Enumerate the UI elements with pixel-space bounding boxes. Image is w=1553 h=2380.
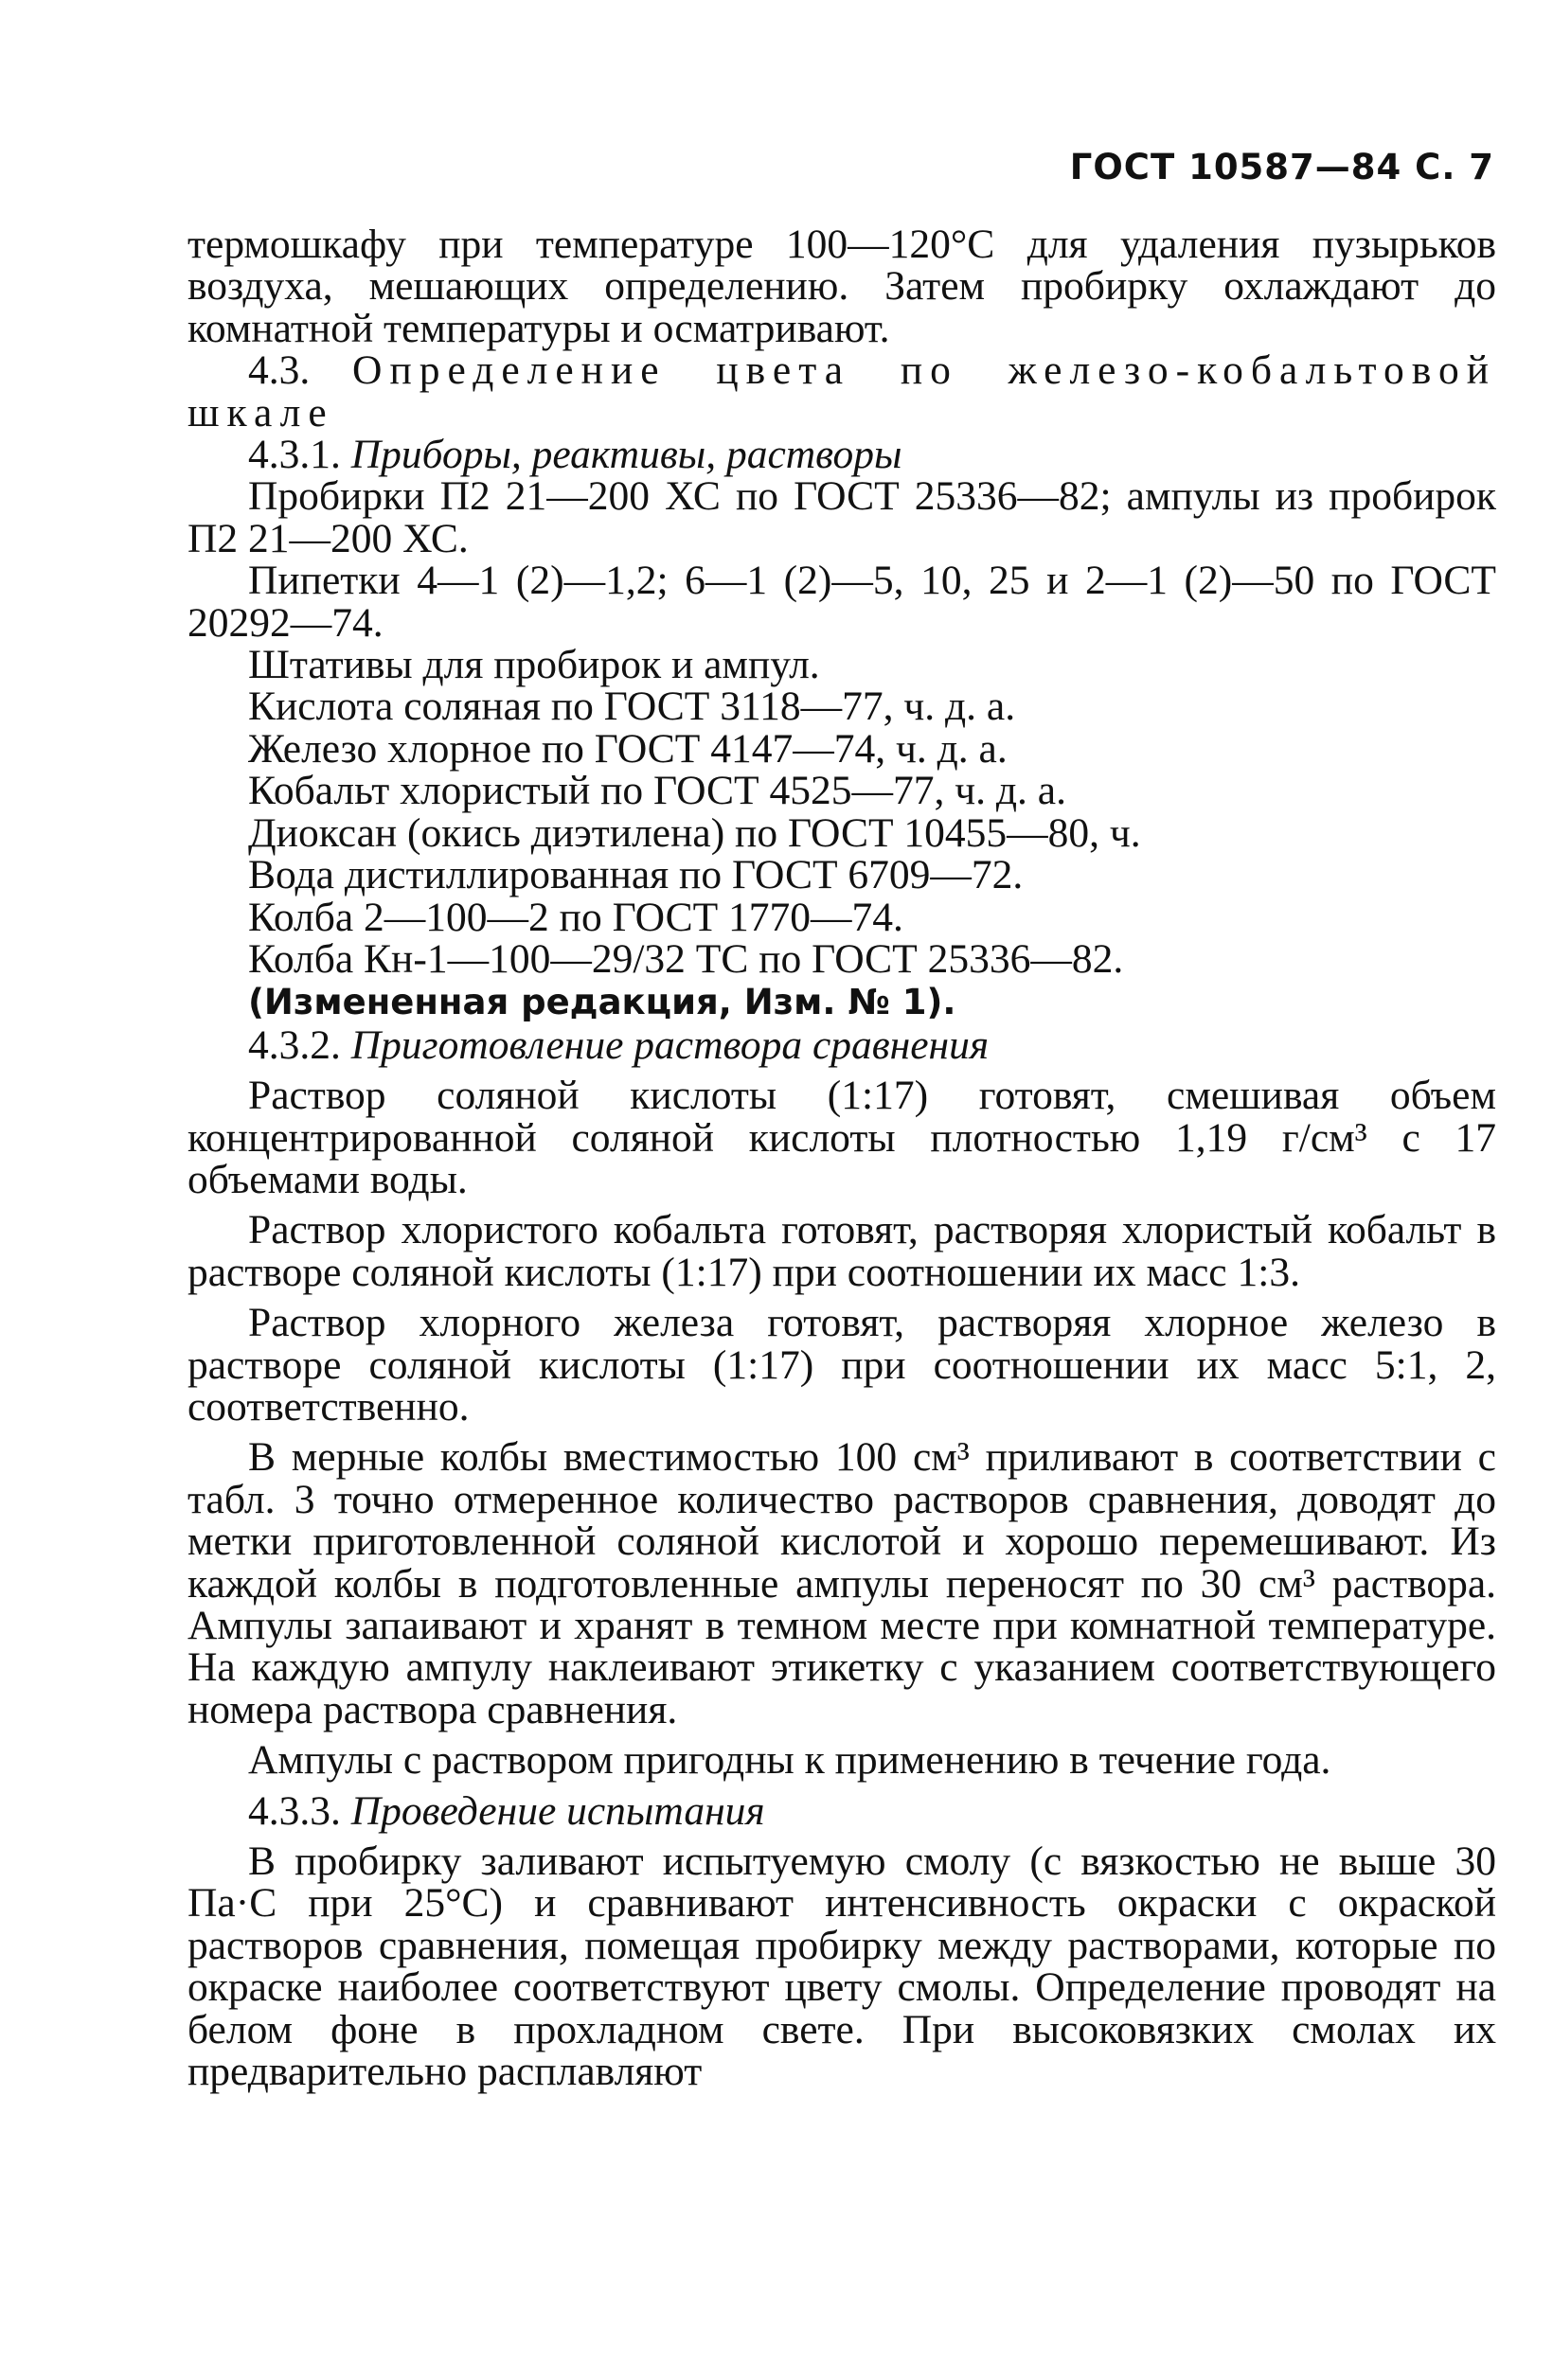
section-title: Приборы, реактивы, растворы: [350, 432, 902, 478]
list-item: Штативы для пробирок и ампул.: [248, 642, 820, 688]
list-item: Колба Кн-1—100—29/32 ТС по ГОСТ 25336—82.: [248, 935, 1124, 982]
section-number: 4.3.: [248, 347, 311, 394]
list-item: Кислота соляная по ГОСТ 3118—77, ч. д. а.: [248, 684, 1016, 730]
section-number: 4.3.3.: [248, 1787, 341, 1834]
section-title: Приготовление раствора сравнения: [350, 1021, 990, 1068]
list-item: Пробирки П2 21—200 ХС по ГОСТ 25336—82; ампулы из пробирок П2 21—200 ХС.: [187, 473, 1496, 561]
section-4-3-1-heading: [187, 432, 1496, 478]
page-body: [187, 222, 1497, 2095]
paragraph-cobalt-solution: Раствор хлористого кобальта готовят, растворяя хлористый кобальт в растворе соляной кислоты (1:17) при соотношении их масс 1:3.: [187, 1207, 1496, 1295]
section-4-3-heading: [187, 349, 1496, 434]
section-number: 4.3.1.: [248, 432, 341, 478]
list-item: Кобальт хлористый по ГОСТ 4525—77, ч. д. а.: [248, 768, 1066, 814]
list-item: Пипетки 4—1 (2)—1,2; 6—1 (2)—5, 10, 25 и 2—1 (2)—50 по ГОСТ 20292—74.: [187, 558, 1496, 646]
change-note: [187, 980, 1496, 1023]
paragraph-iron-solution: Раствор хлорного железа готовят, растворяя хлорное железо в растворе соляной кислоты (1:17) при соотношении их масс 5:1, 2, соответственно.: [187, 1300, 1496, 1430]
paragraph-test-procedure: В пробирку заливают испытуемую смолу (с вязкостью не выше 30 Па·С при 25°С) и сравнивают интенсивность окраски с окраской растворов сравнения, помещая пробирку между растворами, которые по окраске наиболее соответствуют цвету смолы. Определение проводят на белом фоне в прохладном свете. При высоковязких смолах их предварительно расплавляют: [187, 1838, 1496, 2095]
paragraph-flasks: В мерные колбы вместимостью 100 см³ приливают в соответствии с табл. 3 точно отмеренное количество растворов сравнения, доводят до метки приготовленной соляной кислотой и хорошо перемешивают. Из каждой колбы в подготовленные ампулы переносят по 30 см³ раствора. Ампулы запаивают и хранят в темном месте при комнатной температуре. На каждую ампулу наклеивают этикетку с указанием соответствующего номера раствора сравнения.: [187, 1434, 1496, 1732]
page-header: ГОСТ 10587—84 С. 7: [1069, 147, 1494, 187]
list-item: Колба 2—100—2 по ГОСТ 1770—74.: [248, 894, 903, 940]
section-4-3-2-heading: [187, 1021, 1496, 1068]
list-item: Диоксан (окись диэтилена) по ГОСТ 10455—80, ч.: [248, 809, 1141, 856]
paragraph-hcl-solution: Раствор соляной кислоты (1:17) готовят, смешивая объем концентрированной соляной кислоты плотностью 1,19 г/см³ с 17 объемами воды.: [187, 1073, 1496, 1202]
section-number: 4.3.2.: [248, 1021, 341, 1068]
change-note-text: (Измененная редакция, Изм. № 1).: [248, 982, 956, 1023]
paragraph-ampoule-shelf-life: Ампулы с раствором пригодны к применению в течение года.: [248, 1737, 1331, 1784]
section-title: Определение цвета по железо-кобальтовой шкале: [187, 347, 1497, 435]
section-title: Проведение испытания: [350, 1787, 765, 1834]
list-item: Вода дистиллированная по ГОСТ 6709—72.: [248, 852, 1024, 898]
paragraph-thermocabinet: термошкафу при температуре 100—120°С для удаления пузырьков воздуха, мешающих определению. Затем пробирку охлаждают до комнатной температуры и осматривают.: [187, 222, 1496, 351]
section-4-3-3-heading: [187, 1787, 1496, 1834]
list-item: Железо хлорное по ГОСТ 4147—74, ч. д. а.: [248, 725, 1008, 772]
